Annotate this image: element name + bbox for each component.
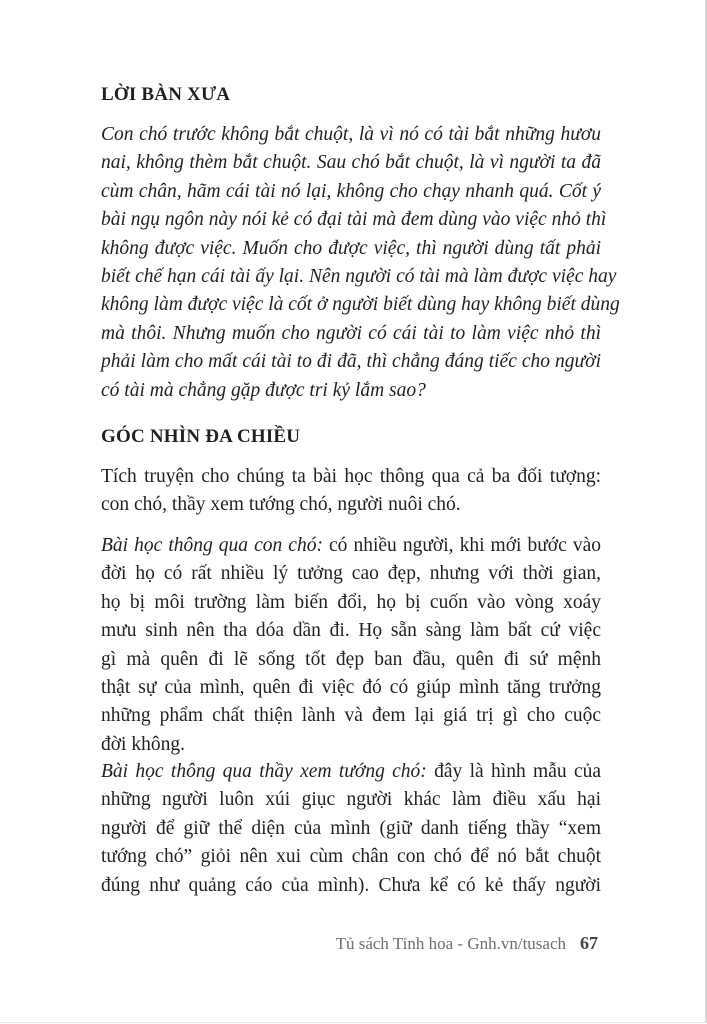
text-line: nai, không thèm bắt chuột. Sau chó bắt chuột, là vì người ta đã — [101, 152, 601, 174]
lesson-lead: Bài học thông qua con chó: — [101, 535, 323, 556]
text-line: mà thôi. Nhưng muốn cho người có cái tài to làm việc nhỏ thì — [101, 322, 601, 344]
lesson-dog-paragraph — [101, 532, 601, 759]
section-heading-goc-nhin-da-chieu: GÓC NHÌN ĐA CHIỀU — [101, 426, 301, 447]
text-line: gì mà quên đi lẽ sống tốt đẹp ban đầu, quên đi sứ mệnh — [101, 648, 601, 670]
text-line — [101, 758, 601, 786]
lesson-lead: Bài học thông qua thầy xem tướng chó: — [101, 761, 427, 782]
text-span: đây là hình mẫu của — [426, 761, 602, 782]
text-line: đời không. — [101, 733, 185, 755]
loi-ban-xua-paragraph — [101, 121, 620, 405]
text-line: mưu sinh nên tha dóa dần đi. Họ sẵn sàng làm bất cứ việc — [101, 620, 601, 642]
text-line: Con chó trước không bắt chuột, là vì nó có tài bắt những hươu — [101, 124, 601, 145]
text-line: cùm chân, hãm cái tài nó lại, không cho chạy nhanh quá. Cốt ý — [101, 180, 601, 202]
text-line: đúng như quảng cáo của mình). Chưa kể có kẻ thấy người — [101, 874, 601, 896]
lesson-fortune-teller-paragraph — [101, 758, 601, 900]
text-line: không làm được việc là cốt ở người biết dùng hay không biết dùng — [101, 294, 620, 316]
text-line: con chó, thầy xem tướng chó, người nuôi chó. — [101, 494, 461, 516]
text-line: những phẩm chất thiện lành và đem lại giá trị gì cho cuộc — [101, 705, 601, 727]
text-span: có nhiều người, khi mới bước vào — [322, 535, 601, 556]
text-line: Tích truyện cho chúng ta bài học thông qua cả ba đối tượng: — [101, 466, 601, 487]
text-line: đời họ có rất nhiều lý tưởng cao đẹp, nhưng với thời gian, — [101, 563, 601, 585]
text-line: không được việc. Muốn cho được việc, thì người dùng tất phải — [101, 237, 601, 259]
text-line — [101, 532, 601, 560]
text-line: có tài mà chẳng gặp được tri kỷ lắm sao? — [101, 379, 426, 401]
text-line: người để giữ thể diện của mình (giữ danh tiếng thầy “xem — [101, 817, 601, 839]
text-line: biết chế hạn cái tài ấy lại. Nên người có tài mà làm được việc hay — [101, 265, 617, 287]
page-footer — [336, 933, 598, 954]
text-line: thật sự của mình, quên đi việc đó có giúp mình tăng trưởng — [101, 676, 601, 698]
text-line: phải làm cho mất cái tài to đi đã, thì chẳng đáng tiếc cho người — [101, 351, 601, 373]
page-number: 67 — [580, 933, 598, 953]
text-line: họ bị môi trường làm biến đổi, họ bị cuốn vào vòng xoáy — [101, 591, 601, 613]
text-line: những người luôn xúi giục người khác làm điều xấu hại — [101, 789, 601, 811]
text-line: bài ngụ ngôn này nói kẻ có đại tài mà đem dùng vào việc nhỏ thì — [101, 209, 607, 231]
section-heading-loi-ban-xua: LỜI BÀN XƯA — [101, 84, 231, 105]
intro-paragraph — [101, 463, 601, 520]
footer-series: Tủ sách Tinh hoa - Gnh.vn/tusach — [335, 934, 566, 953]
text-line: tướng chó” giỏi nên xui cùm chân con chó để nó bắt chuột — [101, 846, 601, 868]
